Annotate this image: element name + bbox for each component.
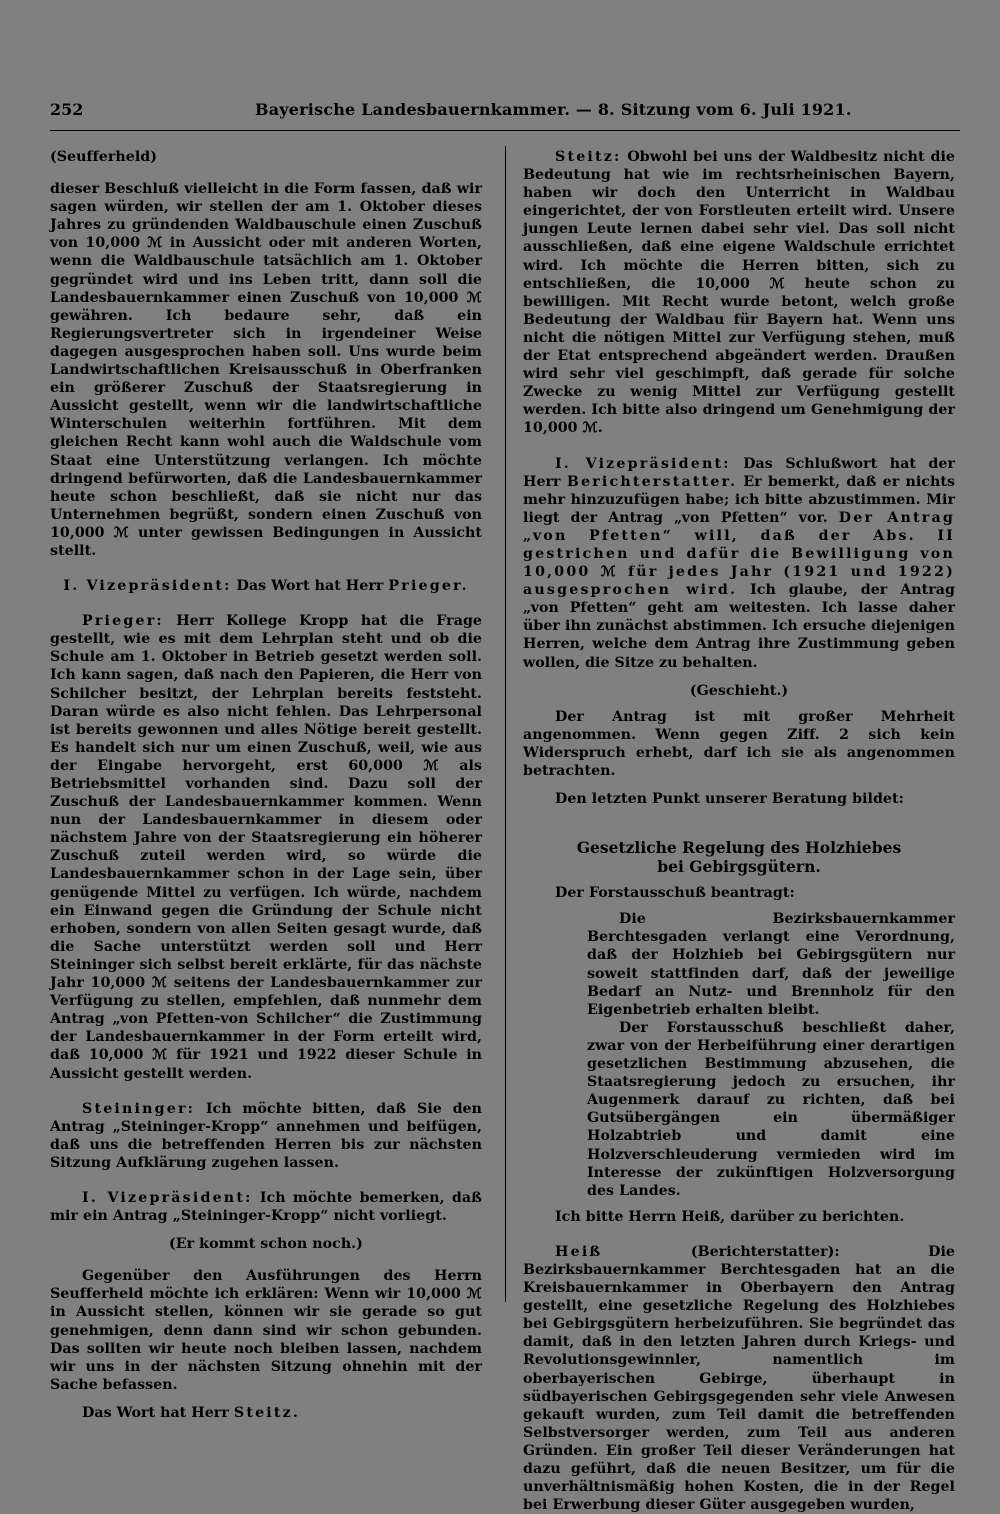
- speaker-name: Steitz.: [233, 1404, 301, 1421]
- speaker-name: Prieger:: [82, 613, 164, 630]
- running-title: Bayerische Landesbauernkammer. — 8. Sitzung vom 6. Juli 1921.: [255, 100, 852, 119]
- paragraph: I. Vizepräsident: Das Schlußwort hat der Herr Berichterstatter. Er bemerkt, daß er nichts mehr hinzuzufügen habe; ich bitte abzustimmen. Mir liegt der Antrag „von Pfetten“ vor. Der Antrag „von Pfetten“ will, daß der Abs. II gestrichen und dafür die Bewilligung von 10,000 ℳ für jedes Jahr (1921 und 1922) ausgesprochen wird. Ich glaube, der Antrag „von Pfetten“ geht am weitesten. Ich lasse daher über ihn zunächst abstimmen. Ich ersuche diejenigen Herren, welche dem Antrag ihre Zustimmung geben wollen, die Sitze zu behalten.: [523, 455, 955, 671]
- speaker-name: Heiß: [555, 1243, 603, 1260]
- page-header: [50, 100, 960, 124]
- paragraph: I. Vizepräsident: Das Wort hat Herr Prieger.: [63, 578, 469, 595]
- column-divider: [505, 146, 506, 1302]
- paragraph: Ich bitte Herrn Heiß, darüber zu berichten.: [555, 1208, 905, 1225]
- paragraph: I. Vizepräsident: Ich möchte bemerken, daß mir ein Antrag „Steininger-Kropp“ nicht vorliegt.: [50, 1189, 482, 1225]
- speaker-name: I. Vizepräsident:: [82, 1189, 253, 1206]
- paragraph: Heiß (Berichterstatter): Die Bezirksbauernkammer Berchtesgaden hat an die Kreisbauernkammer in Oberbayern den Antrag gestellt, eine gesetzliche Regelung des Holzhiebes bei Gebirgsgütern herbeizuführen. Sie begründet das damit, daß in den letzten Jahren durch Kriegs- und Revolutionsgewinnler, namentlich im oberbayerischen Gebirge, überhaupt in südbayerischen Gebirgsgegenden sehr viele Anwesen gekauft wurden, zum Teil damit die betreffenden Selbstversorger werden, zum Teil aus anderen Gründen. Ein großer Teil dieser Veränderungen hat dazu geführt, daß die neuen Besitzer, um für die unverhältnismäßig hohen Kosten, die in der Regel bei Erwerbung dieser Güter ausgegeben wurden,: [523, 1243, 955, 1514]
- speaker-name: Steininger:: [82, 1100, 196, 1117]
- speaker-name: Prieger.: [388, 578, 469, 595]
- paragraph: Prieger: Herr Kollege Kropp hat die Frage gestellt, wie es mit dem Lehrplan steht und ob die Schule am 1. Oktober in Betrieb gesetzt werden soll. Ich kann sagen, daß nach den Papieren, die Herr von Schilcher besitzt, der Lehrplan bereits feststeht. Daran würde es also nicht fehlen. Das Lehrpersonal ist bereits gewonnen und alles Nötige bereit gestellt. Es handelt sich nur um einen Zuschuß, weil, wie aus der Eingabe hervorgeht, erst 60,000 ℳ als Betriebsmittel vorhanden sind. Dazu soll der Zuschuß der Landesbauernkammer kommen. Wenn nun der Landesbauernkammer in diesem oder nächstem Jahre von der Staatsregierung ein höherer Zuschuß zuteil werden wird, so würde die Landesbauernkammer schon in der Lage sein, über genügende Mittel zu verfügen. Ich würde, nachdem ein Einwand gegen die Gründung der Schule nicht erhoben, sondern von allen Seiten gesagt wurde, daß die Sache unterstützt werden soll und Herr Steininger sich selbst bereit erklärte, für das nächste Jahr 10,000 ℳ seitens der Landesbauernkammer zur Verfügung zu stellen, empfehlen, daß nunmehr dem Antrag „von Pfetten-von Schilcher“ die Zustimmung der Landesbauernkammer in der Form erteilt wird, daß 10,000 ℳ für 1921 und 1922 dieser Schule in Aussicht gestellt werden.: [50, 613, 482, 1082]
- header-rule: [50, 130, 960, 131]
- paragraph: Der Antrag ist mit großer Mehrheit angenommen. Wenn gegen Ziff. 2 sich kein Widerspruch erhebt, darf ich sie als angenommen betrachten.: [523, 708, 955, 779]
- paragraph: dieser Beschluß vielleicht in die Form fassen, daß wir sagen würden, wir stellen der am 1. Oktober dieses Jahres zu gründenden Waldbauschule einen Zuschuß von 10,000 ℳ in Aussicht oder mit anderen Worten, wenn die Waldbauschule tatsächlich am 1. Oktober gegründet wird und ins Leben tritt, dann soll die Landesbauernkammer einen Zuschuß von 10,000 ℳ gewähren. Ich bedaure sehr, daß ein Regierungsvertreter sich in irgendeiner Weise dagegen ausgesprochen haben soll. Uns wurde beim Landwirtschaftlichen Kreisausschuß in Oberfranken ein größerer Zuschuß der Staatsregierung in Aussicht gestellt, wenn wir die landwirtschaftliche Winterschulen weiterhin fortführen. Mit dem gleichen Recht kann wohl auch die Waldschule vom Staat eine Unterstützung verlangen. Ich möchte dringend befürworten, daß die Landesbauernkammer heute schon beschließt, daß sie nicht nur das Unternehmen begrüßt, sondern einen Zuschuß von 10,000 ℳ unter gewissen Bedingungen in Aussicht stellt.: [50, 181, 482, 559]
- speaker-continuation-tag: (Seufferheld): [50, 149, 158, 165]
- right-column: [523, 148, 955, 1514]
- paragraph: Der Forstausschuß beschließt daher, zwar von der Herbeiführung einer derartigen gesetzlichen Bestimmung abzusehen, die Staatsregierung jedoch zu ersuchen, ihr Augenmerk darauf zu richten, daß bei Gutsübergängen ein übermäßiger Holzabtrieb und damit eine Holzverschleuderung vermieden wird im Interesse der zukünftigen Holzversorgung des Landes.: [587, 1019, 955, 1199]
- paragraph: Den letzten Punkt unserer Beratung bildet:: [555, 791, 904, 808]
- speaker-name: I. Vizepräsident:: [555, 455, 731, 472]
- motion-text: [523, 910, 955, 1200]
- paragraph: Die Bezirksbauernkammer Berchtesgaden verlangt eine Verordnung, daß der Holzhieb bei Gebirgsgütern nur soweit stattfinden darf, daß der jeweilige Bedarf an Nutz- und Brennholz für den Eigenbetrieb erhalten bleibt.: [587, 911, 955, 1018]
- left-column: [50, 148, 482, 1422]
- paragraph: Steininger: Ich möchte bitten, daß Sie den Antrag „Steininger-Kropp“ annehmen und beifügen, daß uns die betreffenden Herren bis zur nächsten Sitzung Aufklärung zugehen lassen.: [50, 1100, 482, 1171]
- speaker-name: Steitz:: [555, 149, 622, 165]
- section-heading: bei Gebirgsgütern.: [657, 857, 821, 877]
- interjection: (Er kommt schon noch.): [169, 1236, 363, 1253]
- paragraph: Das Wort hat Herr Steitz.: [82, 1404, 301, 1421]
- interjection: (Geschieht.): [689, 682, 789, 699]
- page-number: 252: [50, 100, 84, 119]
- paragraph: Gegenüber den Ausführungen des Herrn Seufferheld möchte ich erklären: Wenn wir 10,000 ℳ in Aussicht stellen, können wir sie gerade so gut genehmigen, denn dann sind wir schon gebunden. Das sollten wir heute noch bleiben lassen, nachdem wir uns in der nächsten Sitzung ohnehin mit der Sache befassen.: [50, 1268, 482, 1393]
- speaker-name: I. Vizepräsident:: [63, 578, 232, 595]
- section-heading: Gesetzliche Regelung des Holzhiebes: [576, 838, 902, 858]
- paragraph: Steitz: Obwohl bei uns der Waldbesitz nicht die Bedeutung hat wie im rechtsrheinischen Bayern, haben wir doch den Unterricht in Waldbau eingerichtet, der von Forstleuten erteilt wird. Unsere jungen Leute lernen dabei sehr viel. Das soll nicht ausschließen, daß eine eigene Waldschule errichtet wird. Ich möchte die Herren bitten, sich zu entschließen, die 10,000 ℳ heute schon zu bewilligen. Mit Recht wurde betont, welch große Bedeutung der Waldbau für Bayern hat. Wenn uns nicht die nötigen Mittel zur Verfügung stehen, muß der Etat entsprechend abgeändert werden. Draußen wird sehr viel geschimpft, daß gerade für solche Zwecke zu wenig Mittel zur Verfügung gestellt werden. Ich bitte also dringend um Genehmigung der 10,000 ℳ.: [523, 149, 955, 437]
- paragraph: Der Forstausschuß beantragt:: [555, 885, 795, 902]
